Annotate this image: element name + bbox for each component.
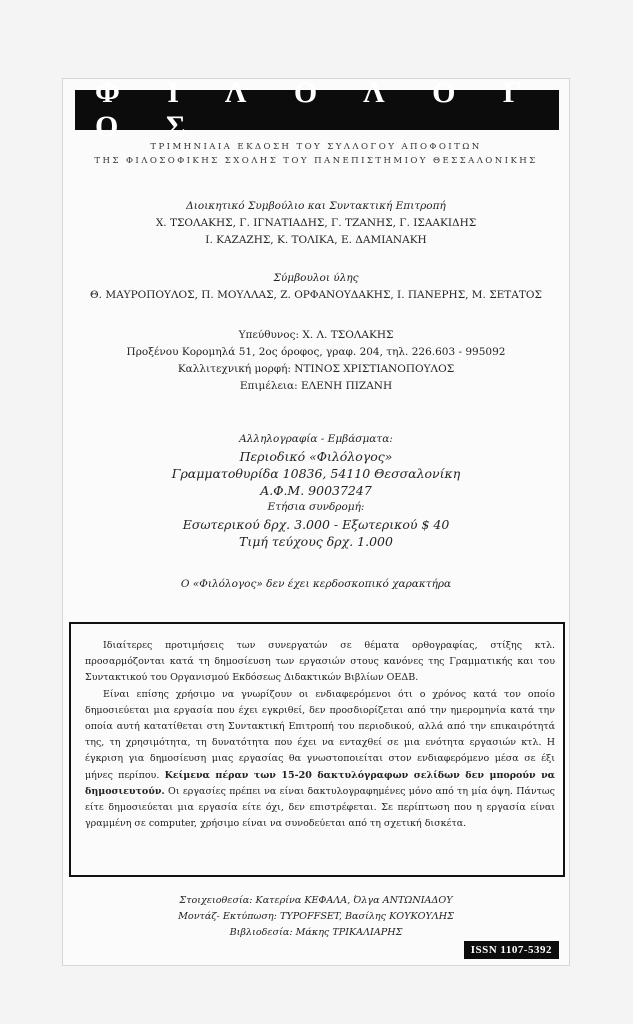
correspondence-line-6: Τιμή τεύχους δρχ. 1.000 bbox=[239, 534, 393, 549]
masthead-title: Φ Ι Λ Ο Λ Ο Γ Ο Σ bbox=[75, 90, 559, 130]
correspondence-line-3: Α.Φ.Μ. 90037247 bbox=[260, 483, 372, 498]
advisors-line-1: Θ. ΜΑΥΡΟΠΟΥΛΟΣ, Π. ΜΟΥΛΛΑΣ, Ζ. ΟΡΦΑΝΟΥΔΑΚΗΣ, Ι. ΠΑΝΕΡΗΣ, Μ. ΣΕΤΑΤΟΣ bbox=[90, 289, 542, 301]
credits-section bbox=[63, 893, 569, 941]
correspondence-section bbox=[63, 431, 569, 550]
responsible-line-3: Καλλιτεχνική μορφή: ΝΤΙΝΟΣ ΧΡΙΣΤΙΑΝΟΠΟΥΛΟΣ bbox=[177, 363, 455, 375]
issn-badge: ISSN 1107-5392 bbox=[464, 941, 559, 959]
board-line-1: Χ. ΤΣΟΛΑΚΗΣ, Γ. ΙΓΝΑΤΙΑΔΗΣ, Γ. ΤΖΑΝΗΣ, Γ. ΙΣΑΑΚΙΔΗΣ bbox=[155, 217, 477, 229]
correspondence-line-1: Περιοδικό «Φιλόλογος» bbox=[239, 449, 393, 464]
board-section bbox=[63, 198, 569, 249]
advisors-heading: Σύμβουλοι ύλης bbox=[273, 272, 359, 284]
nonprofit-note: Ο «Φιλόλογος» δεν έχει κερδοσκοπικό χαρακτήρα bbox=[180, 578, 452, 590]
masthead-subtitle-1: ΤΡΙΜΗΝΙΑΙΑ ΕΚΔΟΣΗ ΤΟΥ ΣΥΛΛΟΓΟΥ ΑΠΟΦΟΙΤΩΝ bbox=[150, 142, 482, 152]
notice-paragraph-1: Ιδιαίτερες προτιμήσεις των συνεργατών σε θέματα ορθογραφίας, στίξης κτλ. προσαρμόζονται κατά τη δημοσίευση των εργασιών στους κανόνες της Γραμματικής και του Συντακτικού του Οργανισμού Εκδόσεως Διδακτικών Βιβλίων ΟΕΔΒ. bbox=[85, 640, 555, 684]
correspondence-line-5: Εσωτερικού δρχ. 3.000 - Εξωτερικού $ 40 bbox=[182, 517, 450, 532]
responsible-line-4: Επιμέλεια: ΕΛΕΝΗ ΠΙΖΑΝΗ bbox=[239, 380, 393, 392]
correspondence-line-4: Ετήσια συνδρομή: bbox=[267, 501, 365, 513]
notice-paragraph-2-part-b: Οι εργασίες πρέπει να είναι δακτυλογραφημένες μόνο από τη μία όψη. Πάντως είτε δημοσιεύεται μια εργασία είτε όχι, δεν επιστρέφεται. Σε περίπτωση που η εργασία είναι γραμμένη σε computer, χρήσιμο είναι να συνοδεύεται από τη σχετική δισκέτα. bbox=[85, 785, 555, 830]
board-line-2: Ι. ΚΑΖΑΖΗΣ, Κ. ΤΟΛΙΚΑ, Ε. ΔΑΜΙΑΝΑΚΗ bbox=[205, 234, 427, 246]
notice-paragraph-2-part-a: Είναι επίσης χρήσιμο να γνωρίζουν οι ενδιαφερόμενοι ότι ο χρόνος κατά τον οποίο δημοσιεύεται μια εργασία που έχει εγκριθεί, δεν προσδιορίζεται από την ημερομηνία κατά την οποία αυτή κατατίθεται στη Συντακτική Επιτροπή του περιοδικού, αλλά από την επικαιρότητά της, τη χρησιμότητα, τη δυνατότητα που έχει να ενταχθεί σε μια ενότητα εργασιών κτλ. Η έγκριση για δημοσίευση μιας εργασίας θα γνωστοποιείται στον ενδιαφερόμενο μέσα σε έξι μήνες περίπου. bbox=[85, 688, 555, 781]
responsible-line-1: Υπεύθυνος: Χ. Λ. ΤΣΟΛΑΚΗΣ bbox=[238, 329, 394, 341]
notice-paragraph-2 bbox=[85, 687, 555, 833]
notice-bold-limit: Κείμενα πέραν των 15-20 δακτυλόγραφων σελίδων δεν μπορούν να δημοσιευτούν. bbox=[85, 769, 555, 797]
credits-line-1: Στοιχειοθεσία: Κατερίνα ΚΕΦΑΛΑ, Όλγα ΑΝΤΩΝΙΑΔΟΥ bbox=[179, 895, 453, 906]
responsible-line-2: Προξένου Κορομηλά 51, 2ος όροφος, γραφ. 204, τηλ. 226.603 - 995092 bbox=[126, 346, 506, 358]
advisors-section bbox=[63, 270, 569, 304]
board-heading: Διοικητικό Συμβούλιο και Συντακτική Επιτροπή bbox=[186, 200, 446, 212]
correspondence-line-2: Γραμματοθυρίδα 10836, 54110 Θεσσαλονίκη bbox=[171, 466, 461, 481]
submission-notice-box bbox=[69, 622, 565, 877]
credits-line-2: Μοντάζ- Εκτύπωση: TYPOFFSET, Βασίλης ΚΟΥΚΟΥΛΗΣ bbox=[178, 911, 454, 922]
journal-page bbox=[62, 78, 570, 966]
credits-line-3: Βιβλιοδεσία: Μάκης ΤΡΙΚΑΛΙΑΡΗΣ bbox=[229, 927, 403, 938]
correspondence-heading: Αλληλογραφία - Εμβάσματα: bbox=[239, 433, 393, 445]
masthead-subtitle-2: ΤΗΣ ΦΙΛΟΣΟΦΙΚΗΣ ΣΧΟΛΗΣ ΤΟΥ ΠΑΝΕΠΙΣΤΗΜΙΟΥ ΘΕΣΣΑΛΟΝΙΚΗΣ bbox=[94, 156, 538, 166]
responsible-section bbox=[63, 327, 569, 395]
